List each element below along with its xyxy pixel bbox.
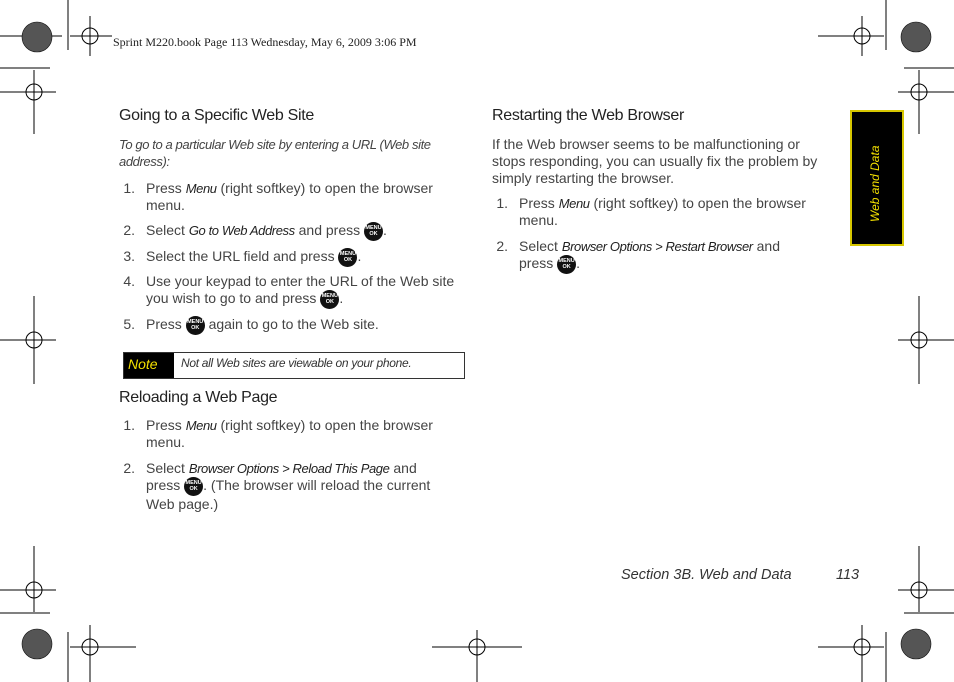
menu-ok-key-icon: MENU OK (186, 316, 205, 335)
menu-ok-key-icon: MENU OK (557, 255, 576, 274)
list-item: 4. Use your keypad to enter the URL of the Web site you wish to go to and press MENU OK . (119, 273, 464, 309)
section-title-specific-site: Going to a Specific Web Site (119, 107, 314, 124)
list-item: 1. Press Menu (right softkey) to open the browser menu. (123, 180, 433, 213)
footer-section: Section 3B. Web and Data (621, 567, 792, 583)
side-tab-label: Web and Data (868, 145, 882, 222)
menu-ok-key-icon: MENU OK (338, 248, 357, 267)
list-item: 1. Press Menu (right softkey) to open the browser menu. (123, 417, 433, 450)
print-header: Sprint M220.book Page 113 Wednesday, May 6, 2009 3:06 PM (113, 35, 417, 49)
note-label: Note (124, 353, 174, 378)
list-item: 5. Press MENU OK again to go to the Web site. (119, 316, 459, 336)
list-item: 1. Press Menu (right softkey) to open the browser menu. (496, 195, 806, 228)
note-box (123, 352, 465, 379)
list-item: 2. Select Browser Options > Reload This Page and press MENU OK . (The browser will reload the current Web page.) (123, 460, 431, 512)
list-item: 2. Select Go to Web Address and press MENU OK . (119, 222, 459, 242)
section-intro: To go to a particular Web site by entering a URL (Web site address): (119, 137, 431, 169)
note-text: Not all Web sites are viewable on your phone. (181, 356, 412, 370)
page-number: 113 (836, 567, 860, 583)
list-item: 2. Select Browser Options > Restart Browser and press MENU OK . (492, 238, 832, 274)
menu-ok-key-icon: MENU OK (364, 222, 383, 241)
list-item: 3. Select the URL field and press MENU OK . (119, 248, 459, 268)
section-title-reload: Reloading a Web Page (119, 389, 278, 406)
menu-ok-key-icon: MENU OK (320, 290, 339, 309)
menu-ok-key-icon: MENU OK (184, 477, 203, 496)
section-intro: If the Web browser seems to be malfunctioning or stops responding, you can usually fix the problem by simply restarting the browser. (492, 136, 818, 186)
section-title-restart: Restarting the Web Browser (492, 107, 684, 124)
section-side-tab (850, 110, 904, 246)
